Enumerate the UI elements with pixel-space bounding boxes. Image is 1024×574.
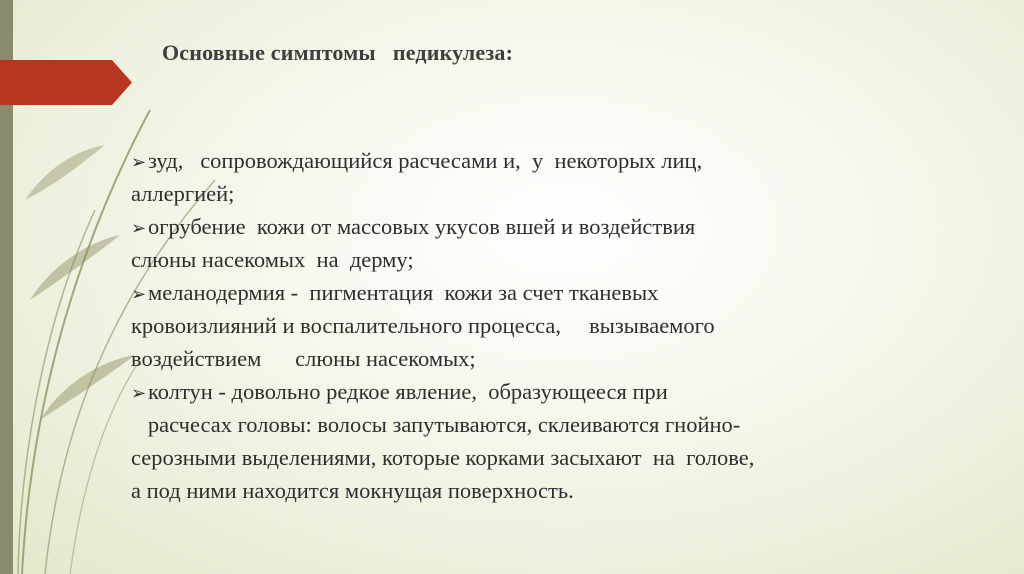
line-text: меланодермия - пигментация кожи за счет тканевых — [148, 280, 659, 305]
line-text: расчесах головы: волосы запутываются, склеиваются гнойно- — [131, 412, 741, 437]
text-line — [131, 243, 1011, 276]
arrow-bullet-icon: ➢ — [131, 152, 147, 172]
line-text: воздействием слюны насекомых; — [131, 346, 476, 371]
text-line — [131, 408, 1011, 441]
text-line — [131, 441, 1011, 474]
line-text: колтун - довольно редкое явление, образующееся при — [148, 379, 668, 404]
bullet-item-line — [131, 210, 1011, 243]
bullet-item-line — [131, 375, 1011, 408]
line-text: слюны насекомых на дерму; — [131, 247, 414, 272]
symptom-list — [131, 144, 1011, 507]
slide-title: Основные симптомы педикулеза: — [162, 40, 514, 65]
line-text: а под ними находится мокнущая поверхность. — [131, 478, 574, 503]
line-text: кровоизлияний и воспалительного процесса, вызываемого — [131, 313, 715, 338]
text-line — [131, 474, 1011, 507]
line-text: серозными выделениями, которые корками засыхают на голове, — [131, 445, 755, 470]
line-text: зуд, сопровождающийся расчесами и, у некоторых лиц, — [148, 148, 703, 173]
bullet-item-line — [131, 276, 1011, 309]
text-line — [131, 177, 1011, 210]
arrow-bullet-icon: ➢ — [131, 383, 147, 403]
title-accent-arrow — [0, 60, 132, 105]
arrow-bullet-icon: ➢ — [131, 284, 147, 304]
arrow-bullet-icon: ➢ — [131, 218, 147, 238]
text-line — [131, 342, 1011, 375]
bullet-item-line — [131, 144, 1011, 177]
line-text: огрубение кожи от массовых укусов вшей и воздействия — [148, 214, 696, 239]
line-text: аллергией; — [131, 181, 235, 206]
text-line — [131, 309, 1011, 342]
